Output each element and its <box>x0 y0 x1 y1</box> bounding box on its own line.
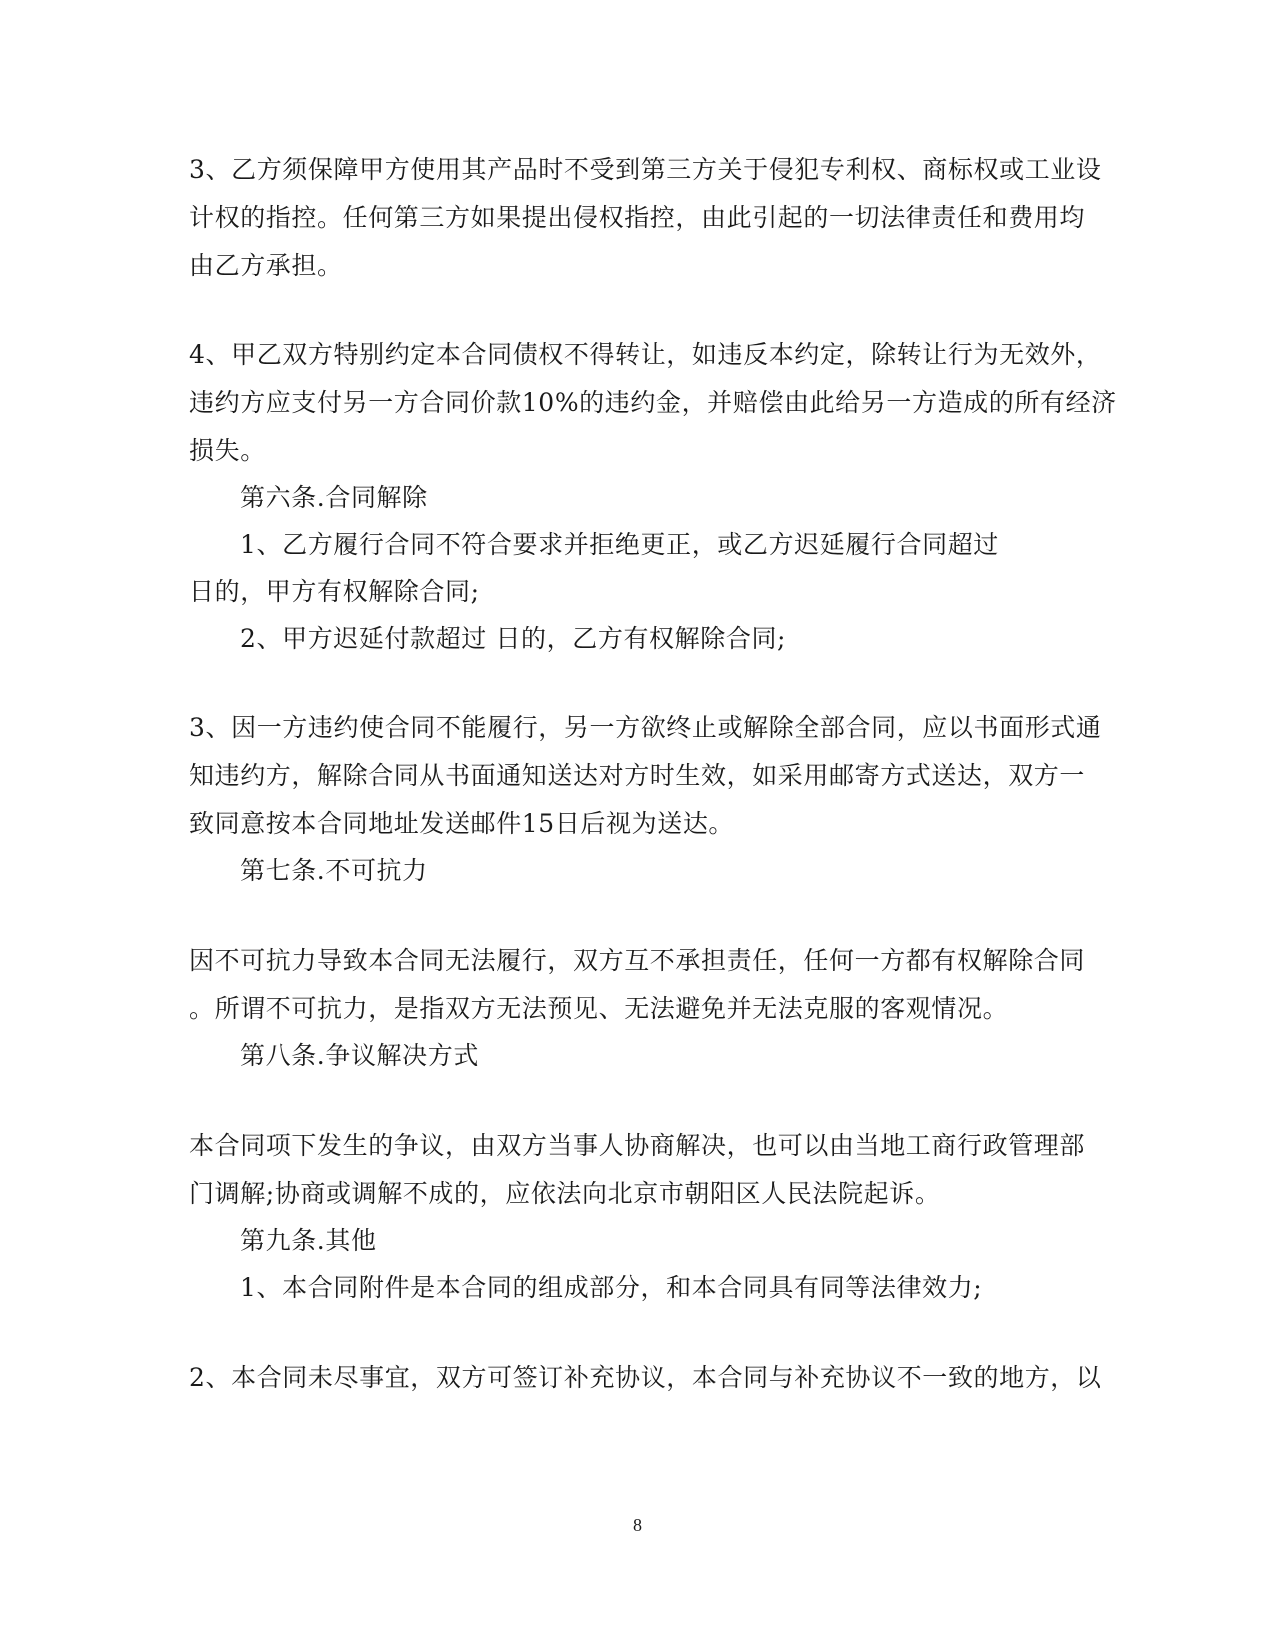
clause-6-1-line-2: 日的，甲方有权解除合同; <box>189 577 480 606</box>
clause-6-3-line-1: 3、因一方违约使合同不能履行，另一方欲终止或解除全部合同，应以书面形式通 <box>189 713 1102 742</box>
article-8-line-2: 门调解;协商或调解不成的，应依法向北京市朝阳区人民法院起诉。 <box>189 1179 941 1208</box>
article-7-heading: 第七条.不可抗力 <box>240 856 428 885</box>
article-9-heading: 第九条.其他 <box>240 1226 377 1255</box>
clause-5-3-line-1: 3、乙方须保障甲方使用其产品时不受到第三方关于侵犯专利权、商标权或工业设 <box>189 155 1102 184</box>
article-7-line-2: 。所谓不可抗力，是指双方无法预见、无法避免并无法克服的客观情况。 <box>189 994 1009 1023</box>
clause-5-4-line-1: 4、甲乙双方特别约定本合同债权不得转让，如违反本约定，除转让行为无效外， <box>189 340 1102 369</box>
article-8-heading: 第八条.争议解决方式 <box>240 1041 479 1070</box>
clause-5-4-line-3: 损失。 <box>189 436 266 465</box>
page-number: 8 <box>633 1515 642 1535</box>
clause-6-3-line-3: 致同意按本合同地址发送邮件15日后视为送达。 <box>189 809 735 838</box>
article-7-line-1: 因不可抗力导致本合同无法履行，双方互不承担责任，任何一方都有权解除合同 <box>189 946 1086 975</box>
clause-6-3-line-2: 知违约方，解除合同从书面通知送达对方时生效，如采用邮寄方式送达，双方一 <box>189 761 1086 790</box>
clause-5-3-line-3: 由乙方承担。 <box>189 251 343 280</box>
clause-5-3-line-2: 计权的指控。任何第三方如果提出侵权指控，由此引起的一切法律责任和费用均 <box>189 203 1086 232</box>
clause-9-1: 1、本合同附件是本合同的组成部分，和本合同具有同等法律效力; <box>240 1273 983 1302</box>
clause-6-1-line-1: 1、乙方履行合同不符合要求并拒绝更正，或乙方迟延履行合同超过 <box>240 530 999 559</box>
clause-6-2: 2、甲方迟延付款超过 日的，乙方有权解除合同; <box>240 624 787 653</box>
clause-9-2-line-1: 2、本合同未尽事宜，双方可签订补充协议，本合同与补充协议不一致的地方，以 <box>189 1363 1102 1392</box>
article-6-heading: 第六条.合同解除 <box>240 483 428 512</box>
article-8-line-1: 本合同项下发生的争议，由双方当事人协商解决，也可以由当地工商行政管理部 <box>189 1131 1086 1160</box>
clause-5-4-line-2: 违约方应支付另一方合同价款10%的违约金，并赔偿由此给另一方造成的所有经济 <box>189 388 1117 417</box>
